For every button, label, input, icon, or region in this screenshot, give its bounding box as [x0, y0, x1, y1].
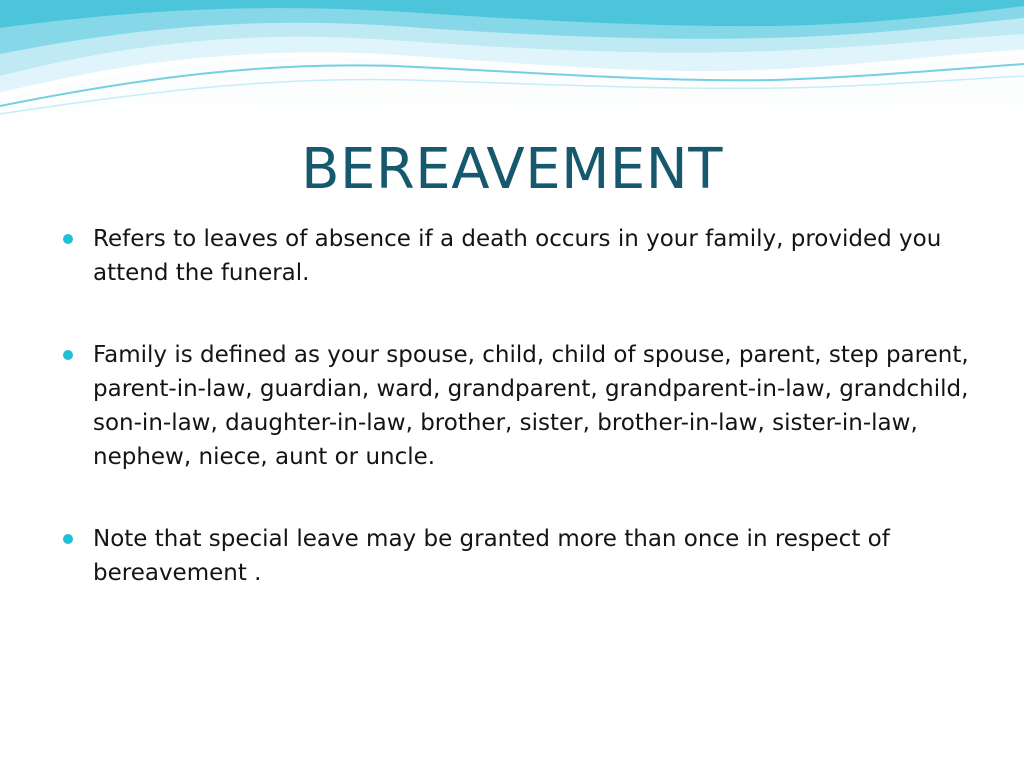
bullet-list: [60, 222, 980, 590]
bullet-item-family-definition: [60, 338, 980, 474]
bullet-dot-icon: [63, 234, 73, 244]
bullet-dot-icon: [63, 534, 73, 544]
bullet-item-special-leave-note: [60, 522, 980, 590]
bullet-text: Family is defined as your spouse, child, child of spouse, parent, step parent, parent-in-law, guardian, ward, grandparent, grandparent-in-law, grandchild, son-in-law, daughter-in-law, brother, sister, brother-in-law, sister-in-law, nephew, niece, aunt or uncle.: [93, 342, 969, 470]
wave-banner: [0, 0, 1024, 130]
bullet-item-refers: [60, 222, 980, 290]
bullet-dot-icon: [63, 350, 73, 360]
wave-thin-line: [0, 76, 1024, 114]
slide-title: BEREAVEMENT: [301, 137, 723, 202]
bullet-text: Refers to leaves of absence if a death occurs in your family, provided you attend the funeral.: [93, 226, 942, 286]
bullet-text: Note that special leave may be granted more than once in respect of bereavement .: [93, 526, 890, 586]
